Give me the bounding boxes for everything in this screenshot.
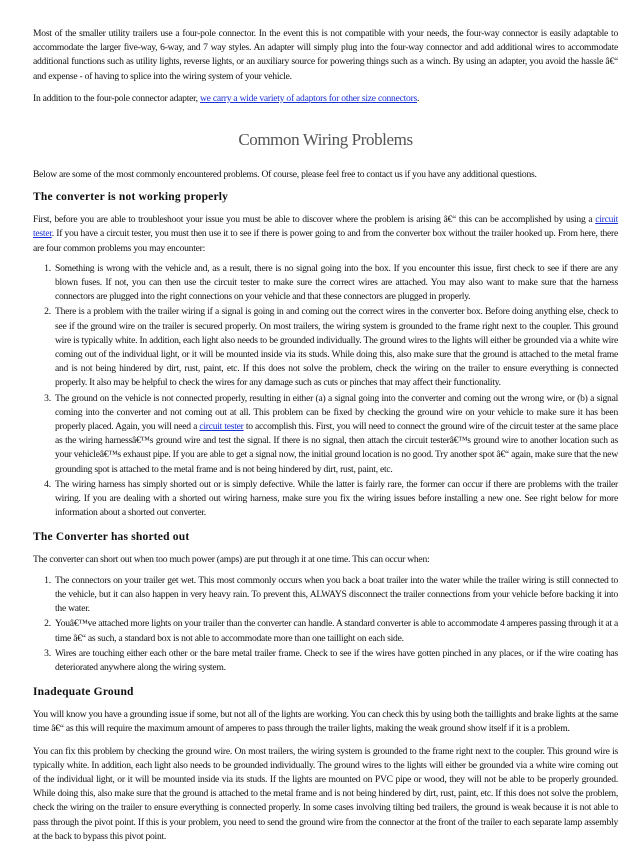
- converter-intro-paragraph: [33, 213, 618, 256]
- list-item: 2. Youâ€™ve attached more lights on your trailer than the converter can handle. A standard converter is able to accommodate 4 amperes passing through it at a time â€“ as such, a standard box is not able to accommodate more than one taillight on each side.: [53, 617, 618, 645]
- heading-converter-shorted-out: The Converter has shorted out: [33, 531, 190, 544]
- ground-paragraph-2: You can fix this problem by checking the ground wire. On most trailers, the wiring system is grounded to the frame right next to the coupler. This ground wire is typically white. In addition, each light also needs to be grounded individually. The ground wires to the lights will either be grounded via a white wire coming out of the individual light, or it will be mounted inside via its studs. If the lights are mounted on PVC pipe or wood, they will not be able to be properly grounded. While doing this, also make sure that the ground is attached to the metal frame and is not being hindered by dirt, rust, paint, etc. If this does not solve the problem, check the wiring on the trailer to ensure everything is connected properly. In some cases involving tilting bed trailers, the ground is weak because it is not able to pass through the pivot point. If this is your problem, you need to send the ground wire from the connector at the front of the trailer to each separate lamp assembly at the back to bypass this pivot point.: [33, 745, 618, 842]
- shorted-out-lead: The converter can short out when too much power (amps) are put through it at one time. This can occur when:: [33, 554, 430, 566]
- intro-text-before-link: In addition to the four-pole connector adapter,: [33, 92, 200, 104]
- list-item: 1. The connectors on your trailer get wet. This most commonly occurs when you back a boat trailer into the water while the trailer wiring is still connected to the vehicle, but it can also happen in very heavy rain. To prevent this, ALWAYS disconnect the trailer connections from your vehicle before backing it into the water.: [53, 574, 618, 617]
- heading-inadequate-ground: Inadequate Ground: [33, 686, 134, 699]
- circuit-tester-link-2[interactable]: circuit tester: [199, 421, 244, 433]
- intro-paragraph-1: Most of the smaller utility trailers use a four-pole connector. In the event this is not compatible with your needs, the four-way connector is easily adaptable to accommodate the larger five-way, 6-way, and 7 way styles. An adapter will simply plug into the four-way connector and add additional wires to accommodate additional functions such as utility lights, reverse lights, or an auxiliary source for powering things such as a winch. By using an adapter, you avoid the hassle â€“ and expense - of having to splice into the wiring system of your vehicle.: [33, 28, 618, 82]
- list-item-text-before-link: The ground on the vehicle is not connected properly, resulting in either (a) a signal going into the converter and coming out the wrong wire, or (b) a signal coming into the converter and not coming out at all. This problem can be fixed by checking the ground wire on your vehicle to make sure it has been properly placed. Again, you will need a: [55, 392, 618, 433]
- circuit-tester-link-1[interactable]: circuit tester: [33, 214, 618, 240]
- intro-paragraph-2: [33, 92, 618, 106]
- section-title: Common Wiring Problems: [238, 130, 413, 150]
- list-item: 4. The wiring harness has simply shorted out or is simply defective. While the latter is fairly rare, the former can occur if there are problems with the trailer wiring. If you are dealing with a shorted out wiring harness, make sure you fix the wiring issues before installing a new one. See right below for more information about a shorted out converter.: [53, 478, 618, 521]
- list-item: 3. Wires are touching either each other or the bare metal trailer frame. Check to see if the wires have gotten pinched in any places, or if the wire coating has deteriorated anywhere along the wiring system.: [53, 647, 618, 675]
- list-item: 2. There is a problem with the trailer wiring if a signal is going in and coming out the correct wires in the converter box. Before doing anything else, check to see if the ground wire on the trailer is secured properly. On most trailers, the wiring system is grounded to the frame right next to the coupler. This ground wire is typically white. In addition, each light also needs to be grounded individually. The ground wires to the lights will either be grounded via a white wire coming out of the individual light, or it will be mounted inside via its studs. While doing this, also make sure that the ground is attached to the metal frame and is not being hindered by dirt, rust, paint, etc. If this does not solve the problem, check the wiring on the trailer to ensure everything is connected properly. It also may be helpful to check the wires for any damage such as cuts or pinches that may affect their functionality.: [53, 305, 618, 390]
- ground-paragraph-1: You will know you have a grounding issue if some, but not all of the lights are working. You can check this by using both the taillights and brake lights at the same time â€“ as this will require the maximum amount of amperes to pass through the trailer lights, making the weak ground show itself if it is a problem.: [33, 709, 618, 735]
- intro-text-after-link: .: [417, 92, 420, 104]
- heading-converter-not-working: The converter is not working properly: [33, 191, 229, 204]
- shorted-out-causes-list: [33, 574, 618, 675]
- list-item: 1. Something is wrong with the vehicle and, as a result, there is no signal going into the box. If you encounter this issue, first check to see if there are any blown fuses. If not, you can then use the circuit tester to make sure the correct wires are attached. You may also want to make sure that the harness connectors are plugged into the right connections on your vehicle and that these connectors are plugged in properly.: [53, 262, 618, 305]
- converter-problems-list: [33, 262, 618, 521]
- converter-intro-after-link: . If you have a circuit tester, you must then use it to see if there is power going to and from the converter box without the trailer hooked up. From here, there are four common problems you may encounter:: [33, 228, 618, 254]
- section-lead: Below are some of the most commonly encountered problems. Of course, please feel free to contact us if you have any additional questions.: [33, 169, 537, 181]
- converter-intro-before-link: First, before you are able to troubleshoot your issue you must be able to discover where the problem is arising â€“ this can be accomplished by using a: [33, 214, 596, 226]
- list-item-text-after-link: to accomplish this. First, you will need to connect the ground wire of the circuit tester at the same place as the wiring harnessâ€™s ground wire and test the signal. If there is no signal, then attach the circuit testerâ€™s ground wire to another location such as your vehicleâ€™s exhaust pipe. If you are able to get a signal now, the initial ground location is no good. Try another spot â€“ again, make sure that the new grounding spot is attached to the metal frame and is not being hindered by dirt, rust, paint, etc.: [55, 421, 618, 475]
- list-item: [53, 392, 618, 477]
- adaptors-link[interactable]: we carry a wide variety of adaptors for other size connectors: [199, 92, 418, 104]
